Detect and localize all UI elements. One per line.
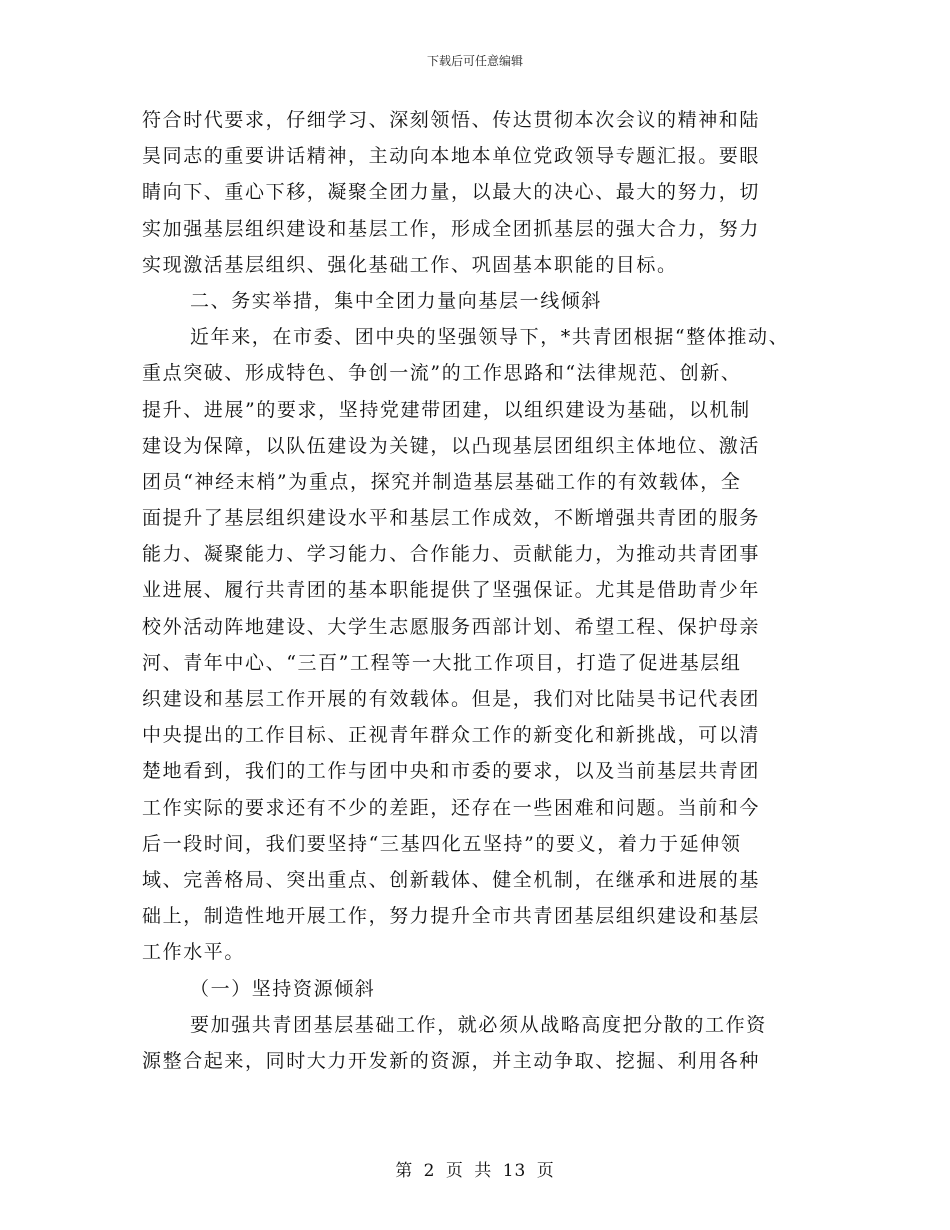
paragraph-first-line: 要加强共青团基层基础工作，就必须从战略高度把分散的工作资	[190, 1013, 767, 1036]
body-line: 织建设和基层工作开展的有效载体。但是，我们对比陆昊书记代表团	[142, 688, 761, 710]
body-line: 河、青年中心、“三百”工程等一大批工作项目，打造了促进基层组	[142, 651, 742, 674]
body-line: 重点突破、形成特色、争创一流”的工作思路和“法律规范、创新、	[142, 362, 742, 385]
body-line: 校外活动阵地建设、大学生志愿服务西部计划、希望工程、保护母亲	[142, 615, 761, 638]
body-line: 源整合起来，同时大力开发新的资源，并主动争取、挖掘、利用各种	[142, 1049, 761, 1072]
body-line: 提升、进展”的要求，坚持党建带团建，以组织建设为基础，以机制	[142, 398, 751, 421]
body-line: 楚地看到，我们的工作与团中央和市委的要求，以及当前基层共青团	[142, 760, 761, 783]
document-body	[142, 102, 822, 1079]
page-number-footer: 第 2 页 共 13 页	[395, 1161, 555, 1181]
section-heading: 二、务实举措，集中全团力量向基层一线倾斜	[190, 289, 603, 312]
body-line: 域、完善格局、突出重点、创新载体、健全机制，在继承和进展的基	[142, 868, 761, 891]
body-line: 实现激活基层组织、强化基础工作、巩固基本职能的目标。	[142, 253, 678, 276]
body-line: 睛向下、重心下移，凝聚全团力量，以最大的决心、最大的努力，切	[142, 181, 761, 204]
body-line: 中央提出的工作目标、正视青年群众工作的新变化和新挑战，可以清	[142, 724, 761, 747]
body-line: 后一段时间，我们要坚持“三基四化五坚持”的要义，着力于延伸领	[142, 832, 742, 855]
body-line: 昊同志的重要讲话精神，主动向本地本单位党政领导专题汇报。要眼	[142, 145, 761, 168]
body-line: 础上，制造性地开展工作，努力提升全市共青团基层组织建设和基层	[142, 905, 761, 928]
body-line: 业进展、履行共青团的基本职能提供了坚强保证。尤其是借助青少年	[142, 579, 761, 602]
body-line: 工作实际的要求还有不少的差距，还存在一些困难和问题。当前和今	[142, 796, 761, 819]
paragraph-first-line: 近年来，在市委、团中央的坚强领导下，*共青团根据“整体推动、	[190, 326, 790, 349]
body-line: 实加强基层组织建设和基层工作，形成全团抓基层的强大合力，努力	[142, 217, 761, 240]
body-line: 面提升了基层组织建设水平和基层工作成效，不断增强共青团的服务	[142, 507, 761, 530]
body-line: 建设为保障，以队伍建设为关键，以凸现基层团组织主体地位、激活	[142, 434, 761, 457]
subsection-heading: （一）坚持资源倾斜	[190, 977, 376, 1000]
body-line: 符合时代要求，仔细学习、深刻领悟、传达贯彻本次会议的精神和陆	[142, 109, 761, 131]
page-header: 下载后可任意编辑	[426, 54, 523, 68]
body-line: 能力、凝聚能力、学习能力、合作能力、贡献能力，为推动共青团事	[142, 543, 761, 566]
body-line: 工作水平。	[142, 941, 246, 964]
body-line: 团员“神经末梢”为重点，探究并制造基层基础工作的有效载体，全	[142, 470, 742, 493]
